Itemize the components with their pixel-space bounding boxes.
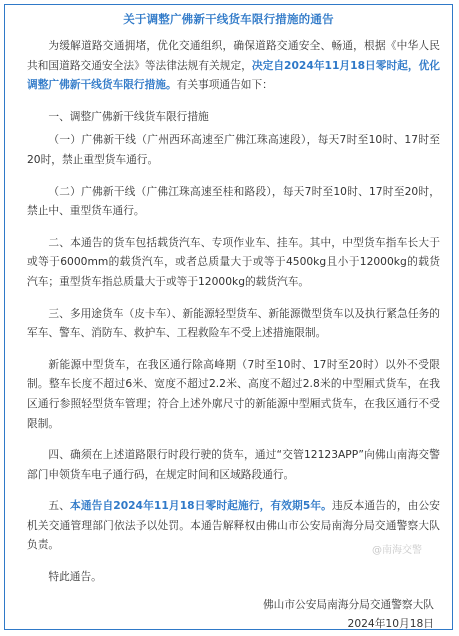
section-2-paragraph: 二、本通告的货车包括载货汽车、专项作业车、挂车。其中，中型货车指车长大于或等于6000mm的载货汽车，或者总质量大于或等于4500kg且小于12000kg的载货汽车；重型货车指总质量大于或等于12000kg的载货汽车。: [27, 235, 440, 288]
notice-title: 关于调整广佛新干线货车限行措施的通告: [123, 12, 334, 26]
intro-paragraph: [27, 36, 440, 95]
notice-frame: [4, 4, 453, 630]
new-energy-paragraph: 新能源中型货车，在我区通行除高峰期（7时至10时、17时至20时）以外不受限制。整车长度不超过6米、宽度不超过2.2米、高度不超过2.8米的中型厢式货车，在我区通行参照轻型货车管理；符合上述外廓尺寸的新能源中型厢式货车，在我区通行不受限制。: [27, 357, 440, 430]
watermark-text: @南海交警: [372, 545, 422, 556]
section-1-item-2: （二）广佛新干线（广佛江珠高速至桂和路段），每天7时至10时、17时至20时，禁止中、重型货车通行。: [27, 184, 440, 218]
signature-date: 2024年10月18日: [347, 617, 434, 630]
section-1-item-1: （一）广佛新干线（广州西环高速至广佛江珠高速段），每天7时至10时、17时至20时，禁止重型货车通行。: [27, 133, 440, 166]
signature-organization: 佛山市公安局南海分局交通警察大队: [262, 598, 434, 611]
section-5-text: 违反本通告的，由公安机关交通管理部门依法予以处罚。本通告解释权由佛山市公安局南海分局交通警察大队负责。: [27, 499, 440, 552]
section-3-paragraph: 三、多用途货车（皮卡车）、新能源轻型货车、新能源微型货车以及执行紧急任务的军车、警车、消防车、救护车、工程救险车不受上述措施限制。: [27, 306, 440, 340]
section-5-number: 五、: [48, 499, 71, 513]
intro-tail: 有关事项通告如下：: [176, 78, 273, 92]
intro-highlight: 决定自2024年11月18日零时起，优化调整广佛新干线货车限行措施。: [27, 58, 440, 92]
section-1-heading: 一、调整广佛新干线货车限行措施: [48, 109, 209, 123]
section-5-highlight: 本通告自2024年11月18日零时起施行，有效期5年。: [70, 499, 332, 513]
closing-paragraph: 特此通告。: [48, 570, 102, 584]
notice-body: [27, 36, 440, 599]
section-4-paragraph: 四、确须在上述道路限行时段行驶的货车，通过“交管12123APP”向佛山南海交警部门申领货车电子通行码，在规定时间和区域路段通行。: [27, 448, 440, 481]
intro-text: 为缓解道路交通拥堵，优化交通组织，确保道路交通安全、畅通，根据《中华人民共和国道路交通安全法》等法律法规有关规定，: [27, 39, 440, 72]
